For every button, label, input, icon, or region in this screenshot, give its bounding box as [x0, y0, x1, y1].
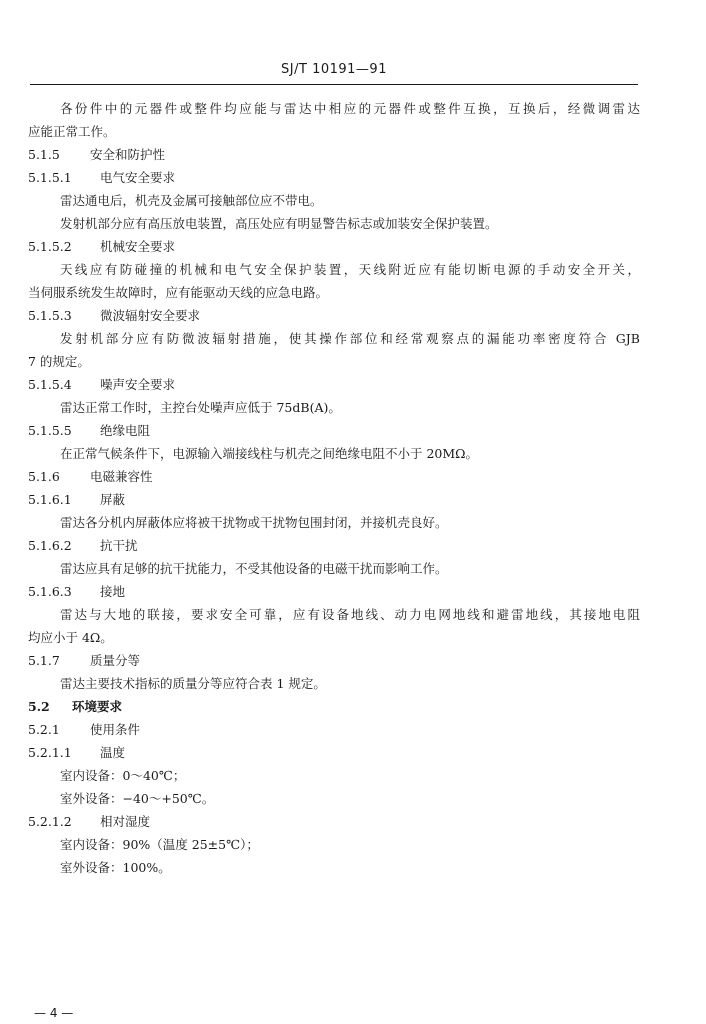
section-heading-5-1-6-3	[28, 580, 640, 603]
paragraph: 应能正常工作。	[28, 124, 116, 139]
section-number: 5.1.6.2	[28, 538, 72, 553]
section-number: 5.2.1	[28, 722, 60, 737]
section-title: 抗干扰	[100, 538, 138, 553]
section-number: 5.1.7	[28, 653, 60, 668]
section-heading-5-1-6-2	[28, 534, 640, 557]
section-title: 电磁兼容性	[90, 469, 153, 484]
section-title: 接地	[100, 584, 126, 599]
section-heading-5-1-7	[28, 649, 640, 672]
section-title: 质量分等	[90, 653, 141, 668]
section-heading-5-1-5-1	[28, 166, 640, 189]
section-title: 相对湿度	[100, 814, 151, 829]
section-title: 安全和防护性	[90, 147, 166, 162]
paragraph: 雷达与大地的联接，要求安全可靠，应有设备地线、动力电网地线和避雷地线，其接地电阻	[60, 607, 640, 622]
document-body	[28, 97, 640, 879]
paragraph: 室外设备：100%。	[60, 860, 171, 875]
paragraph: 7 的规定。	[28, 354, 90, 369]
section-number: 5.1.5	[28, 147, 60, 162]
section-heading-5-1-5-5	[28, 419, 640, 442]
section-heading-5-1-5-3	[28, 304, 640, 327]
paragraph: 发射机部分应有防微波辐射措施，使其操作部位和经常观察点的漏能功率密度符合 GJB	[60, 331, 640, 346]
section-number: 5.1.5.5	[28, 423, 72, 438]
section-title: 微波辐射安全要求	[100, 308, 201, 323]
section-heading-5-2-1-2	[28, 810, 640, 833]
paragraph: 发射机部分应有高压放电装置，高压处应有明显警告标志或加装安全保护装置。	[60, 216, 498, 231]
section-heading-5-2-1	[28, 718, 640, 741]
paragraph: 雷达主要技术指标的质量分等应符合表 1 规定。	[60, 676, 326, 691]
section-number: 5.1.6.3	[28, 584, 72, 599]
paragraph: 室内设备：90%（温度 25±5℃）；	[60, 837, 259, 852]
section-heading-5-1-5	[28, 143, 640, 166]
section-number: 5.2.1.2	[28, 814, 72, 829]
section-number: 5.2.1.1	[28, 745, 72, 760]
section-title: 温度	[100, 745, 126, 760]
section-title: 环境要求	[72, 699, 123, 714]
section-number: 5.1.6	[28, 469, 60, 484]
section-heading-5-2	[28, 695, 640, 718]
page-number: — 4 —	[34, 1006, 74, 1020]
section-title: 使用条件	[90, 722, 141, 737]
paragraph: 各份件中的元器件或整件均应能与雷达中相应的元器件或整件互换，互换后，经微调雷达	[60, 101, 640, 116]
paragraph: 天线应有防碰撞的机械和电气安全保护装置，天线附近应有能切断电源的手动安全开关，	[60, 262, 640, 277]
paragraph: 雷达通电后，机壳及金属可接触部位应不带电。	[60, 193, 323, 208]
section-title: 绝缘电阻	[100, 423, 151, 438]
section-number: 5.1.5.1	[28, 170, 72, 185]
section-number: 5.1.5.3	[28, 308, 72, 323]
paragraph: 室外设备：−40～+50℃。	[60, 791, 215, 806]
section-number: 5.1.5.2	[28, 239, 72, 254]
header-divider	[30, 84, 638, 85]
paragraph: 雷达正常工作时，主控台处噪声应低于 75dB(A)。	[60, 400, 341, 415]
paragraph: 均应小于 4Ω。	[28, 630, 113, 645]
paragraph: 当伺服系统发生故障时，应有能驱动天线的应急电路。	[28, 285, 329, 300]
section-heading-5-1-6	[28, 465, 640, 488]
paragraph: 雷达各分机内屏蔽体应将被干扰物或干扰物包围封闭，并接机壳良好。	[60, 515, 448, 530]
section-heading-5-1-6-1	[28, 488, 640, 511]
section-title: 噪声安全要求	[100, 377, 176, 392]
document-number-header: SJ/T 10191—91	[281, 62, 387, 77]
section-number: 5.2	[28, 699, 50, 714]
section-heading-5-1-5-2	[28, 235, 640, 258]
section-title: 电气安全要求	[100, 170, 176, 185]
paragraph: 室内设备：0～40℃；	[60, 768, 186, 783]
section-heading-5-1-5-4	[28, 373, 640, 396]
section-number: 5.1.5.4	[28, 377, 72, 392]
section-number: 5.1.6.1	[28, 492, 72, 507]
paragraph: 在正常气候条件下，电源输入端接线柱与机壳之间绝缘电阻不小于 20MΩ。	[60, 446, 479, 461]
section-heading-5-2-1-1	[28, 741, 640, 764]
section-title: 屏蔽	[100, 492, 126, 507]
paragraph: 雷达应具有足够的抗干扰能力，不受其他设备的电磁干扰而影响工作。	[60, 561, 448, 576]
section-title: 机械安全要求	[100, 239, 176, 254]
